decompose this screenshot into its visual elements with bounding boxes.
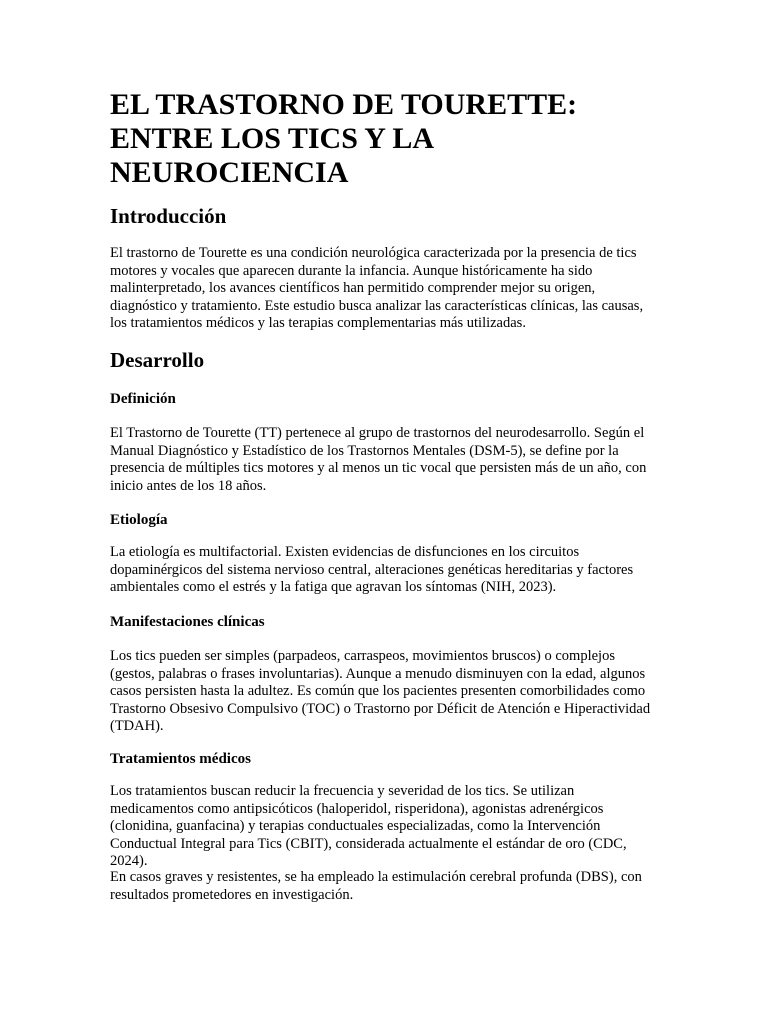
section-paragraph-tratamientos-dbs: En casos graves y resistentes, se ha empleado la estimulación cerebral profunda (DBS), con resultados prometedores en investigación. — [110, 869, 642, 903]
development-heading: Desarrollo — [110, 348, 205, 372]
intro-paragraph: El trastorno de Tourette es una condición neurológica caracterizada por la presencia de tics motores y vocales que aparecen durante la infancia. Aunque históricamente ha sido malinterpretado, los avances científicos han permitido comprender mejor su origen, diagnóstico y tratamiento. Este estudio busca analizar las características clínicas, las causas, los tratamientos médicos y las terapias complementarias más utilizadas. — [110, 245, 644, 331]
section-heading-manifestaciones: Manifestaciones clínicas — [110, 614, 265, 630]
section-paragraph-definicion: El Trastorno de Tourette (TT) pertenece al grupo de trastornos del neurodesarrollo. Según el Manual Diagnóstico y Estadístico de los Trastornos Mentales (DSM-5), se define por la presencia de múltiples tics motores y al menos un tic vocal que persisten más de un año, con inicio antes de los 18 años. — [110, 425, 647, 494]
section-heading-tratamientos: Tratamientos médicos — [110, 751, 251, 767]
section-heading-etiologia: Etiología — [110, 512, 168, 528]
intro-heading: Introducción — [110, 204, 227, 228]
document-title: EL TRASTORNO DE TOURETTE: ENTRE LOS TICS Y LA NEUROCIENCIA — [110, 88, 578, 189]
section-paragraph-etiologia: La etiología es multifactorial. Existen evidencias de disfunciones en los circuitos dopaminérgicos del sistema nervioso central, alteraciones genéticas hereditarias y factores ambientales como el estrés y la fatiga que agravan los síntomas (NIH, 2023). — [110, 544, 634, 595]
section-heading-definicion: Definición — [110, 391, 176, 407]
section-paragraph-tratamientos: Los tratamientos buscan reducir la frecuencia y severidad de los tics. Se utilizan medicamentos como antipsicóticos (haloperidol, risperidona), agonistas adrenérgicos (clonidina, guanfacina) y terapias conductuales especializadas, como la Intervención Conductual Integral para Tics (CBIT), considerada actualmente el estándar de oro (CDC, 2024). — [110, 783, 627, 869]
section-paragraph-manifestaciones: Los tics pueden ser simples (parpadeos, carraspeos, movimientos bruscos) o complejos (gestos, palabras o frases involuntarias). Aunque a menudo disminuyen con la edad, algunos casos persisten hasta la adultez. Es común que los pacientes presenten comorbilidades como Trastorno Obsesivo Compulsivo (TOC) o Trastorno por Déficit de Atención e Hiperactividad (TDAH). — [110, 648, 651, 734]
